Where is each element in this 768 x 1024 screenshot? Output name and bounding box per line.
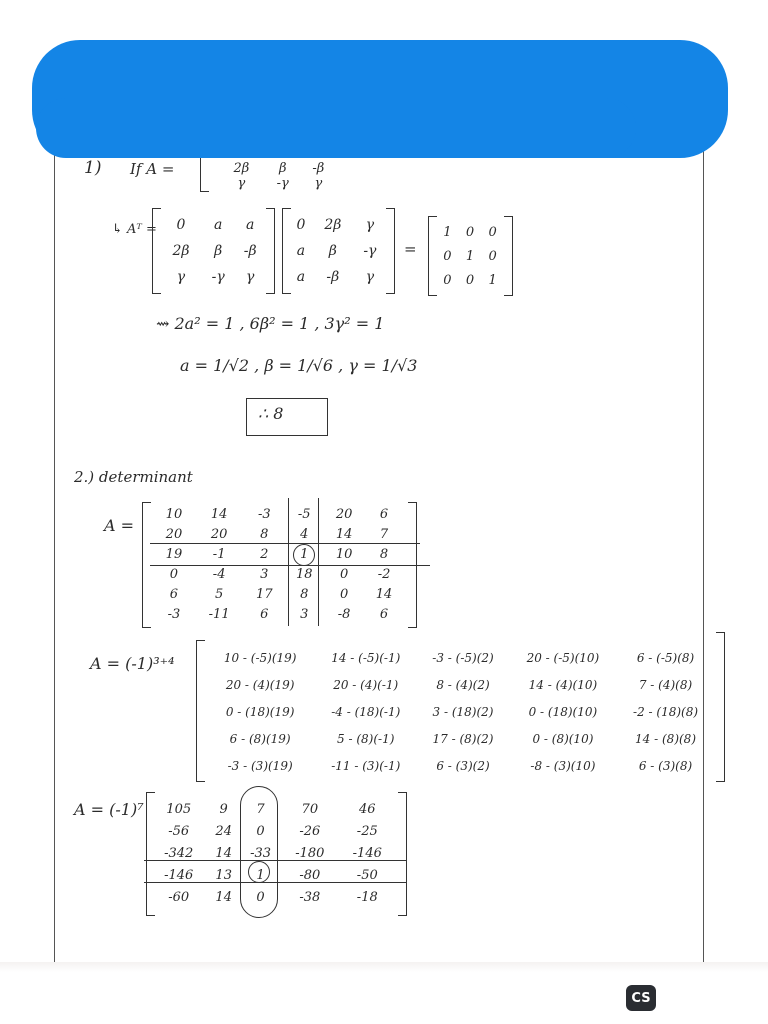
reduced-pivot-row-line-top <box>144 860 406 861</box>
q1-matrix-a2 <box>290 212 386 290</box>
cell: 3 <box>300 606 309 622</box>
cell: -8 <box>337 606 351 622</box>
cell: 0 <box>488 224 497 240</box>
cell: -γ <box>276 176 289 191</box>
cell: 19 <box>165 546 183 562</box>
q1-answer: ∴ 8 <box>258 404 284 423</box>
cell: 10 <box>335 546 353 562</box>
cell: 46 <box>359 801 376 817</box>
cell: 14 <box>215 845 232 861</box>
cell: -2 <box>377 566 391 582</box>
cell: -4 <box>212 566 226 582</box>
q1-equation: ⇝ 2a² = 1 , 6β² = 1 , 3γ² = 1 <box>156 314 385 333</box>
cell: 9 <box>219 801 228 817</box>
cell: γ <box>176 269 186 285</box>
cell: 70 <box>301 801 319 817</box>
cell: 24 <box>215 823 232 839</box>
cell: -180 <box>295 845 325 861</box>
cell: 20 <box>335 506 353 522</box>
cell: 3 <box>260 566 269 582</box>
reduced-pivot-column-oval <box>240 786 278 918</box>
cell: 10 <box>165 506 183 522</box>
cell: 0 - (18)(10) <box>528 704 598 719</box>
cell: 6 - (-5)(8) <box>636 650 695 665</box>
cell: 1 <box>300 546 309 562</box>
cell: 5 <box>214 586 224 602</box>
cell: 4 <box>300 526 309 542</box>
q2-reduced-bracket-right <box>398 792 407 916</box>
cell: 1 <box>443 224 452 240</box>
cell: -25 <box>356 823 378 839</box>
q2-title: 2.) determinant <box>74 468 193 486</box>
q2-a-label: A = <box>104 516 135 535</box>
cell: β <box>328 243 337 259</box>
cell: 6 - (3)(2) <box>436 758 490 773</box>
cell: β <box>214 243 223 259</box>
q1-label: 1) <box>84 158 102 178</box>
cell: 20 - (4)(-1) <box>333 677 399 692</box>
cell: 6 <box>260 606 269 622</box>
cell: -18 <box>356 889 378 905</box>
pivot-row-line-bottom <box>150 565 430 566</box>
reduced-pivot-row-line-bottom <box>144 882 406 883</box>
q2-expand-bracket-left <box>196 640 205 782</box>
cell: 3 - (18)(2) <box>432 704 494 719</box>
cell: -146 <box>352 845 382 861</box>
cell: 18 <box>295 566 313 582</box>
q2-expanded-matrix <box>206 644 714 779</box>
cell: 13 <box>215 867 232 883</box>
cell: 0 <box>339 566 349 582</box>
cell: 7 - (4)(8) <box>638 677 693 692</box>
cell: γ <box>245 269 255 285</box>
cell: 6 - (8)(19) <box>229 731 291 746</box>
cell: -8 - (3)(10) <box>530 758 596 773</box>
cell: 14 - (4)(10) <box>528 677 598 692</box>
cell: 0 - (8)(10) <box>532 731 594 746</box>
cell: 20 <box>210 526 228 542</box>
cell: -3 <box>167 606 181 622</box>
cell: γ <box>314 176 323 191</box>
cell: 6 - (3)(8) <box>638 758 693 773</box>
cell: -3 - (3)(19) <box>227 758 293 773</box>
q1-at-bracket-right <box>266 208 275 294</box>
cell: γ <box>365 269 375 285</box>
cell: -33 <box>250 845 271 861</box>
q1-a2-bracket-right <box>386 208 395 294</box>
cell: 0 <box>296 217 306 233</box>
cell: -γ <box>363 243 377 259</box>
reduced-pivot-circle <box>248 861 270 883</box>
cell: 8 <box>379 546 389 562</box>
cell: -80 <box>299 867 321 883</box>
cell: -β <box>243 243 257 259</box>
cell: 8 <box>300 586 309 602</box>
cell: 14 <box>375 586 393 602</box>
cell: 0 <box>256 889 265 905</box>
cell: a <box>213 217 223 233</box>
cell: 10 - (-5)(19) <box>223 650 297 665</box>
q2-reduced-label: A = (-1)⁷ <box>74 800 144 819</box>
cell: 0 <box>176 217 186 233</box>
cell: 1 <box>465 248 475 264</box>
cell: 2β <box>233 161 250 176</box>
cell: 7 <box>379 526 389 542</box>
cell: 0 <box>488 248 497 264</box>
cell: 2β <box>172 243 190 259</box>
q2-expand-label: A = (-1)³⁺⁴ <box>90 654 175 673</box>
cell: -5 <box>297 506 311 522</box>
q2-expand-bracket-right <box>716 632 725 782</box>
cell: 7 <box>256 801 265 817</box>
cell: 8 <box>260 526 269 542</box>
cell: γ <box>237 176 246 191</box>
pivot-circle <box>293 544 315 566</box>
q1-identity-matrix <box>436 220 504 292</box>
cell: -γ <box>211 269 225 285</box>
cell: -11 - (3)(-1) <box>331 758 401 773</box>
cell: a <box>245 217 255 233</box>
cell: 0 <box>465 272 475 288</box>
cell: 14 - (-5)(-1) <box>331 650 401 665</box>
cell: 20 - (4)(19) <box>225 677 295 692</box>
cell: 0 <box>443 248 452 264</box>
cell: 6 <box>379 606 389 622</box>
cell: β <box>278 161 287 176</box>
cell: 17 - (8)(2) <box>432 731 494 746</box>
cell: 20 <box>165 526 183 542</box>
cell: -β <box>326 269 340 285</box>
cell: -3 <box>257 506 271 522</box>
cell: -26 <box>299 823 321 839</box>
cell: 0 <box>256 823 265 839</box>
q1-identity-bracket-right <box>504 216 513 296</box>
q1-arrow-label: ↳ Aᵀ = <box>112 222 157 237</box>
cell: -1 <box>212 546 226 562</box>
cell: -38 <box>299 889 321 905</box>
cell: γ <box>365 217 375 233</box>
cell: -β <box>312 161 325 176</box>
q1-if-a: If A = <box>130 160 175 178</box>
cell: -11 <box>208 606 230 622</box>
cell: 0 - (18)(19) <box>225 704 295 719</box>
q1-solution: a = 1/√2 , β = 1/√6 , γ = 1/√3 <box>180 356 418 375</box>
cell: 8 - (4)(2) <box>436 677 490 692</box>
cell: a <box>296 269 306 285</box>
cell: 0 <box>339 586 349 602</box>
cell: 1 <box>488 272 497 288</box>
cell: 17 <box>256 586 273 602</box>
cell: -342 <box>164 845 194 861</box>
pivot-column-line-left <box>288 498 289 626</box>
cell: a <box>296 243 306 259</box>
cell: 2 <box>260 546 269 562</box>
q2-matrix <box>154 504 404 624</box>
cell: 6 <box>169 586 179 602</box>
q1-equals: = <box>404 240 417 258</box>
cell: -56 <box>168 823 190 839</box>
cell: -60 <box>168 889 190 905</box>
cell: 14 <box>210 506 228 522</box>
cell: -3 - (-5)(2) <box>432 650 494 665</box>
cell: 0 <box>169 566 179 582</box>
cell: 1 <box>256 867 265 883</box>
cell: 5 - (8)(-1) <box>337 731 395 746</box>
cell: 14 <box>215 889 232 905</box>
cell: 105 <box>166 801 192 817</box>
cell: -4 - (18)(-1) <box>331 704 401 719</box>
q1-matrix-at <box>160 212 266 290</box>
pivot-row-line-top <box>150 543 420 544</box>
pivot-column-line-right <box>318 498 319 626</box>
cell: 6 <box>379 506 389 522</box>
cell: 14 <box>335 526 353 542</box>
scan-edge <box>0 962 768 972</box>
cell: -2 - (18)(8) <box>633 704 699 719</box>
cell: 0 <box>443 272 452 288</box>
cell: -146 <box>164 867 194 883</box>
cell: -50 <box>356 867 378 883</box>
camscanner-logo: CS <box>626 985 656 1011</box>
cell: 20 - (-5)(10) <box>526 650 600 665</box>
cell: 0 <box>465 224 475 240</box>
cell: 14 - (8)(8) <box>635 731 696 746</box>
redaction-mark <box>32 40 728 158</box>
cell: 2β <box>324 217 342 233</box>
